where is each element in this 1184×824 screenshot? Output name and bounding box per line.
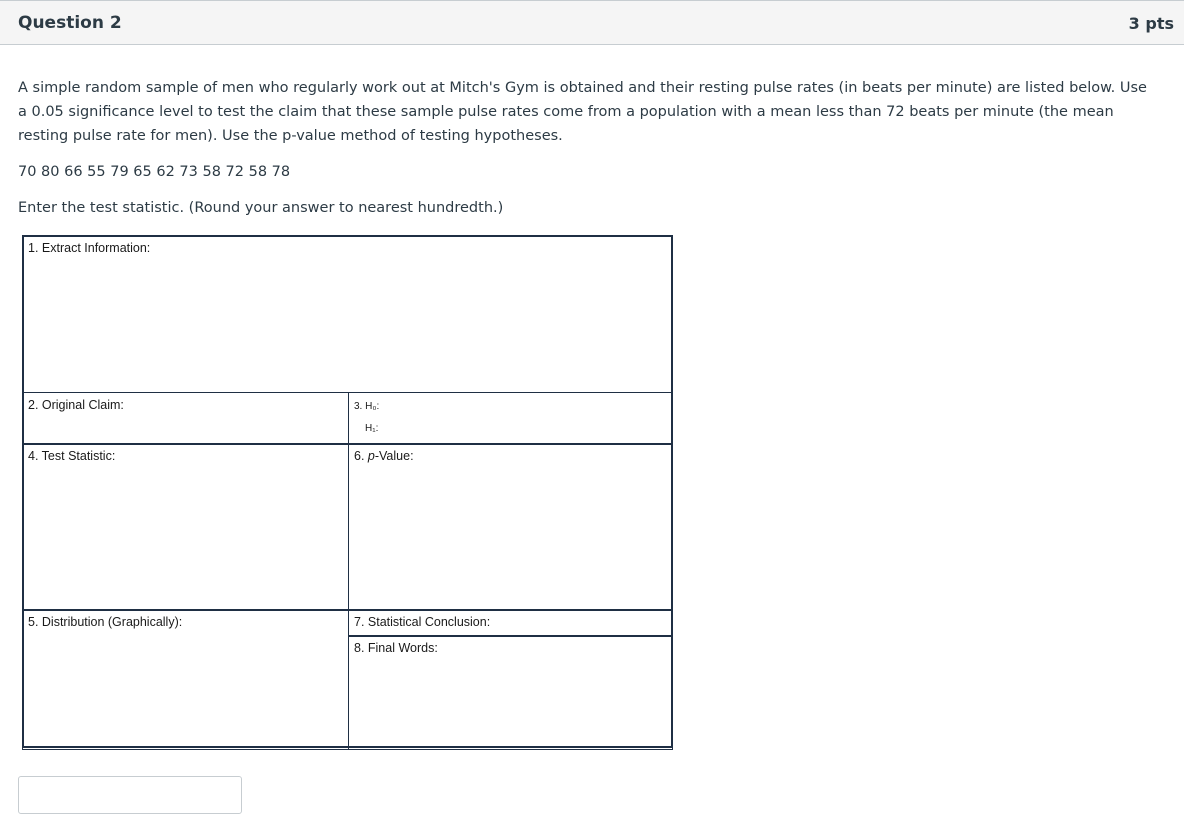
p-value-cell [348,443,673,611]
sample-data: 70 80 66 55 79 65 62 73 58 72 58 78 [18,164,291,180]
distribution-cell [22,609,349,750]
question-points: 3 pts [1128,14,1174,33]
p-value-italic-p: p [367,449,375,463]
statistical-conclusion-label: 7. Statistical Conclusion: [354,615,491,629]
original-claim-label: 2. Original Claim: [28,398,124,412]
hypothesis-test-worksheet [22,235,673,748]
extract-information-label: 1. Extract Information: [28,241,151,255]
answer-prompt: Enter the test statistic. (Round your answer to nearest hundredth.) [18,200,504,216]
distribution-label: 5. Distribution (Graphically): [28,615,183,629]
question-text: A simple random sample of men who regularly work out at Mitch's Gym is obtained and their resting pulse rates (in beats per minute) are listed below. Use a 0.05 significance level to test the claim that these sample pulse rates come from a population with a mean less than 72 beats per minute (the mean resting pulse rate for men). Use the p-value method of testing hypotheses. [18,80,1147,144]
question-header [0,0,1184,45]
null-hypothesis-label: 3. H₀: [354,401,380,412]
original-claim-cell [22,392,349,445]
test-statistic-cell [22,443,349,611]
test-statistic-label: 4. Test Statistic: [28,449,116,463]
p-value-suffix: -Value: [374,449,414,463]
p-value-number: 6. [354,449,368,463]
final-words-cell [348,635,673,750]
extract-information-cell [22,235,673,393]
p-value-label [354,449,414,463]
final-words-label: 8. Final Words: [354,641,438,655]
statistical-conclusion-cell [348,609,673,637]
question-title: Question 2 [18,13,122,33]
hypotheses-cell [348,392,673,445]
answer-input[interactable] [18,776,242,814]
alternative-hypothesis-label: H₁: [365,423,379,434]
